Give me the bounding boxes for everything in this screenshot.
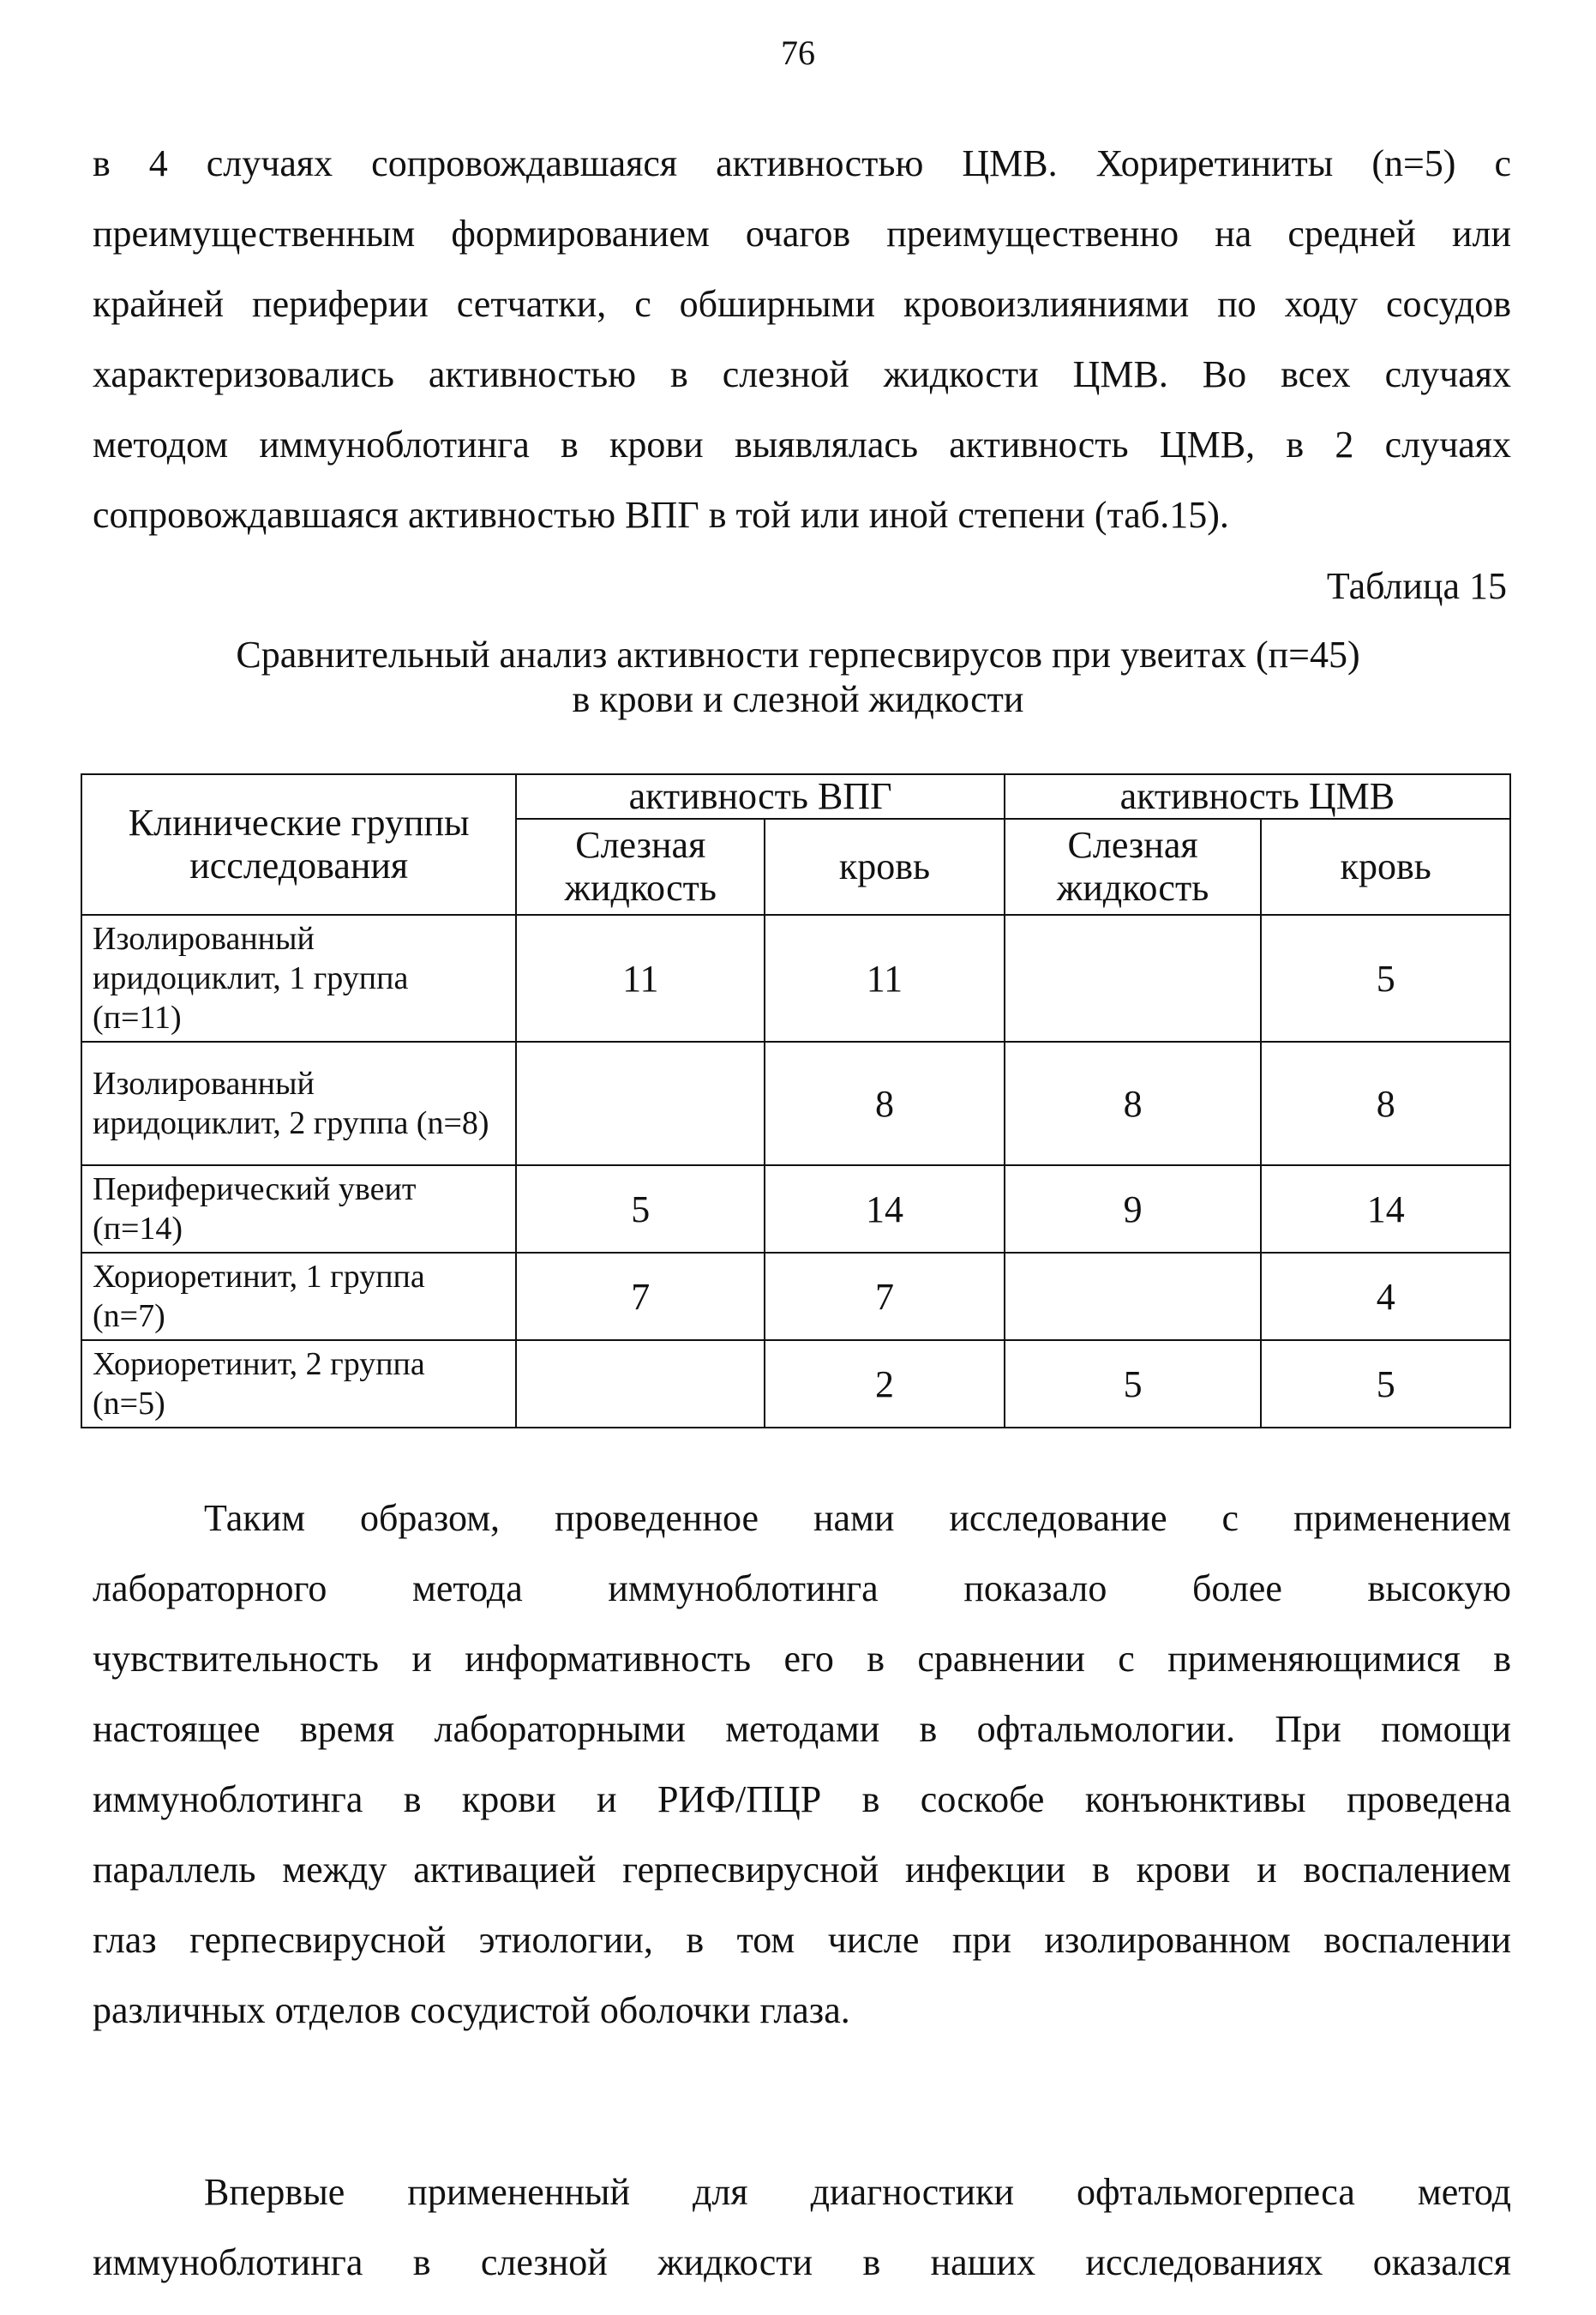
paragraph-1 (93, 129, 1511, 550)
cell-cmv-tear (1005, 915, 1262, 1042)
paragraph-line: характеризовались активностью в слезной жидкости ЦМВ. Во всех случаях (93, 353, 1511, 395)
row-group: Хориоретинит, 2 группа (n=5) (81, 1340, 516, 1428)
header-cmv-blood: кровь (1261, 819, 1510, 915)
cell-cmv-blood: 14 (1261, 1165, 1510, 1253)
cell-vpg-blood: 8 (765, 1042, 1005, 1165)
caption-line-1: Сравнительный анализ активности герпесвирусов при увеитах (п=45) (236, 634, 1360, 676)
paragraph-line: иммуноблотинга в крови и РИФ/ПЦР в соскобе конъюнктивы проведена (93, 1778, 1511, 1820)
row-group: Периферический увеит (п=14) (81, 1165, 516, 1253)
header-vpg-blood: кровь (765, 819, 1005, 915)
cell-vpg-tear: 11 (516, 915, 765, 1042)
table-row (81, 1253, 1510, 1340)
paragraph-line: Таким образом, проведенное нами исследование с применением (204, 1497, 1511, 1539)
paragraph-line: крайней периферии сетчатки, с обширными кровоизлияниями по ходу сосудов (93, 283, 1511, 325)
table-row (81, 1042, 1510, 1165)
header-vpg-activity: активность ВПГ (516, 774, 1004, 819)
cell-cmv-blood: 8 (1261, 1042, 1510, 1165)
caption-line-2: в крови и слезной жидкости (572, 678, 1024, 720)
cell-cmv-blood: 4 (1261, 1253, 1510, 1340)
header-vpg-tear-fluid: Слезная жидкость (516, 819, 765, 915)
cell-vpg-tear: 7 (516, 1253, 765, 1340)
paragraph-line: параллель между активацией герпесвирусной инфекции в крови и воспалением (93, 1849, 1511, 1891)
cell-cmv-blood: 5 (1261, 1340, 1510, 1428)
cell-cmv-tear: 8 (1005, 1042, 1262, 1165)
paragraph-line: Впервые примененный для диагностики офтальмогерпеса метод (204, 2171, 1511, 2213)
cell-vpg-tear (516, 1042, 765, 1165)
header-clinical-groups: Клинические группы исследования (81, 774, 516, 915)
paragraph-line: лабораторного метода иммуноблотинга показало более высокую (93, 1567, 1511, 1609)
row-group: Изолированный иридоциклит, 1 группа (п=11) (81, 915, 516, 1042)
table-row (81, 915, 1510, 1042)
table-row (81, 1165, 1510, 1253)
table-row (81, 1340, 1510, 1428)
paragraph-line: настоящее время лабораторными методами в офтальмологии. При помощи (93, 1708, 1511, 1750)
page-number: 76 (781, 33, 815, 72)
row-group: Изолированный иридоциклит, 2 группа (n=8) (81, 1042, 516, 1165)
header-cmv-tear-fluid: Слезная жидкость (1005, 819, 1262, 915)
cell-cmv-tear: 9 (1005, 1165, 1262, 1253)
cell-cmv-tear (1005, 1253, 1262, 1340)
paragraph-line: различных отделов сосудистой оболочки глаза. (93, 1989, 850, 2031)
cell-vpg-blood: 14 (765, 1165, 1005, 1253)
paragraph-3 (93, 2157, 1511, 2298)
paragraph-line: иммуноблотинга в слезной жидкости в наших исследованиях оказался (93, 2241, 1511, 2283)
header-cmv-activity: активность ЦМВ (1005, 774, 1510, 819)
paragraph-line: преимущественным формированием очагов преимущественно на средней или (93, 213, 1511, 255)
paragraph-2 (93, 1483, 1511, 2046)
cell-vpg-blood: 7 (765, 1253, 1005, 1340)
cell-cmv-tear: 5 (1005, 1340, 1262, 1428)
paragraph-line: чувствительность и информативность его в сравнении с применяющимися в (93, 1638, 1511, 1680)
paragraph-line: в 4 случаях сопровождавшаяся активностью ЦМВ. Хориретиниты (n=5) с (93, 142, 1511, 184)
cell-vpg-tear: 5 (516, 1165, 765, 1253)
cell-cmv-blood: 5 (1261, 915, 1510, 1042)
table-caption (0, 633, 1596, 722)
paragraph-line: методом иммуноблотинга в крови выявлялась активность ЦМВ, в 2 случаях (93, 424, 1511, 466)
cell-vpg-tear (516, 1340, 765, 1428)
cell-vpg-blood: 11 (765, 915, 1005, 1042)
cell-vpg-blood: 2 (765, 1340, 1005, 1428)
paragraph-line: глаз герпесвирусной этиологии, в том числе при изолированном воспалении (93, 1919, 1511, 1961)
herpesvirus-activity-table (81, 773, 1511, 1428)
row-group: Хориоретинит, 1 группа (n=7) (81, 1253, 516, 1340)
table-label: Таблица 15 (1326, 565, 1507, 607)
paragraph-line: сопровождавшаяся активностью ВПГ в той или иной степени (таб.15). (93, 494, 1229, 536)
